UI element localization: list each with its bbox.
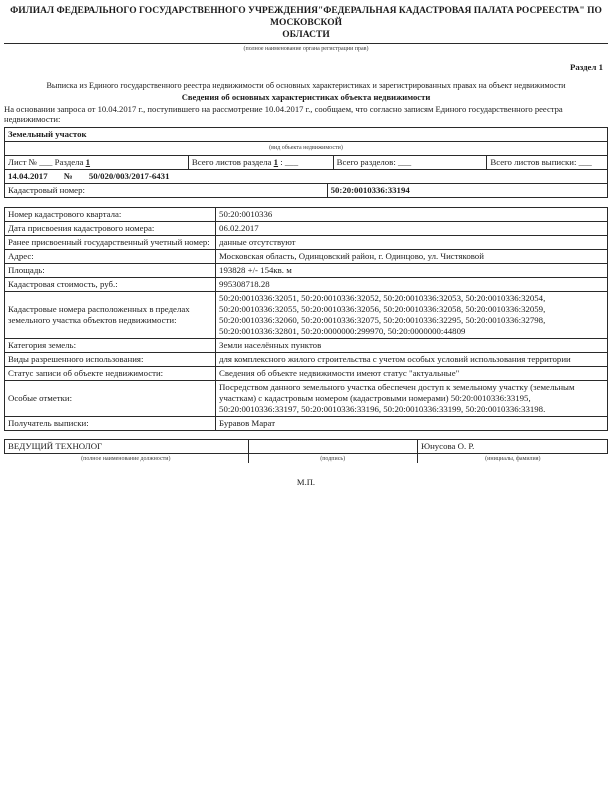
org-name-line2: ОБЛАСТИ (282, 30, 330, 40)
field-label: Виды разрешенного использования: (5, 352, 216, 366)
request-statement: На основании запроса от 10.04.2017 г., поступившего на рассмотрение 10.04.2017 г., сообщаем, что согласно записям Единого государственного реестра недвижимости: (4, 103, 563, 124)
table-row (5, 277, 608, 291)
table-row (5, 249, 608, 263)
number-sign: № (63, 170, 73, 181)
signature-caption: (подпись) (249, 454, 418, 463)
stamp-placeholder: М.П. (296, 476, 316, 487)
object-type-row (5, 127, 608, 141)
cadastral-number-row (5, 183, 608, 197)
field-label: Кадастровая стоимость, руб.: (5, 277, 216, 291)
field-value: 995308718.28 (216, 277, 608, 291)
signature-captions (4, 454, 608, 463)
sheet-number-value: 1 (85, 156, 91, 167)
section-label: Раздел 1 (569, 62, 603, 72)
table-row (5, 352, 608, 366)
signature-row (5, 439, 608, 453)
total-sheets-section-label: Всего листов раздела (191, 156, 272, 167)
table-row (5, 416, 608, 430)
cadastral-number-label: Кадастровый номер: (5, 183, 328, 197)
table-row (5, 207, 608, 221)
total-extract-sheets-cell: Всего листов выписки: ___ (487, 155, 608, 169)
object-type-caption-row (5, 141, 608, 155)
field-value: данные отсутствуют (216, 235, 608, 249)
spacer (4, 198, 608, 207)
signature-space (249, 439, 418, 453)
field-value: Земли населённых пунктов (216, 338, 608, 352)
sheet-info-table (4, 155, 608, 170)
signer-position: ВЕДУЩИЙ ТЕХНОЛОГ (5, 439, 249, 453)
total-sheets-section-cell (188, 155, 333, 169)
signer-name: Юнусова О. Р. (418, 439, 608, 453)
field-value: для комплексного жилого строительства с учетом особых условий использования территории (216, 352, 608, 366)
object-type-caption: (вид объекта недвижимости) (5, 141, 608, 155)
cadastral-number-value: 50:20:0010336:33194 (327, 183, 607, 197)
field-label: Статус записи об объекте недвижимости: (5, 366, 216, 380)
position-caption: (полное наименование должности) (4, 454, 249, 463)
table-row (5, 221, 608, 235)
field-label: Получатель выписки: (5, 416, 216, 430)
field-label: Дата присвоения кадастрового номера: (5, 221, 216, 235)
date-number-cell (5, 169, 608, 183)
field-value: Московская область, Одинцовский район, г. Одинцово, ул. Чистяковой (216, 249, 608, 263)
details-table (4, 207, 608, 431)
cadastral-number-table (4, 183, 608, 198)
extract-title: Выписка из Единого государственного реестра недвижимости об основных характеристиках и зарегистрированных правах на объект недвижимости (46, 81, 566, 90)
org-name-line1: ФИЛИАЛ ФЕДЕРАЛЬНОГО ГОСУДАРСТВЕННОГО УЧРЕЖДЕНИЯ"ФЕДЕРАЛЬНАЯ КАДАСТРОВАЯ ПАЛАТА РОСРЕЕСТРА" ПО МОСКОВСКОЙ (10, 6, 602, 28)
signature-table (4, 439, 608, 454)
table-row (5, 235, 608, 249)
sheet-number-cell (5, 155, 189, 169)
extract-number: 50/020/003/2017-6431 (88, 170, 170, 181)
field-value: 06.02.2017 (216, 221, 608, 235)
org-name (4, 5, 608, 44)
date-number-table (4, 169, 608, 184)
table-row (5, 366, 608, 380)
field-label: Номер кадастрового квартала: (5, 207, 216, 221)
total-sheets-section-suffix: : ___ (280, 156, 299, 167)
field-label: Категория земель: (5, 338, 216, 352)
total-sections-cell: Всего разделов: ___ (333, 155, 487, 169)
total-sheets-section-value: 1 (273, 156, 279, 167)
table-row (5, 338, 608, 352)
field-value: 50:20:0010336:32051, 50:20:0010336:32052, 50:20:0010336:32053, 50:20:0010336:32054, 50:20:0010336:32055, 50:20:0010336:32056, 50:20:0010336:32058, 50:20:0010336:32059, 50:20:0010336:32060, 50:20:0010336:32075, 50:20:0010336:32295, 50:20:0010336:32798, 50:20:0010336:32801, 50:20:0000000:299970, 50:20:0000000:44809 (216, 291, 608, 338)
field-label: Ранее присвоенный государственный учетный номер: (5, 235, 216, 249)
field-value: Буравов Марат (216, 416, 608, 430)
field-value: 50:20:0010336 (216, 207, 608, 221)
field-label: Кадастровые номера расположенных в пределах земельного участка объектов недвижимости: (5, 291, 216, 338)
object-type: Земельный участок (5, 127, 608, 141)
table-row (5, 263, 608, 277)
org-header (4, 5, 608, 53)
field-label: Площадь: (5, 263, 216, 277)
extract-date: 14.04.2017 (8, 170, 48, 181)
table-row (5, 380, 608, 416)
field-value: Сведения об объекте недвижимости имеют статус "актуальные" (216, 366, 608, 380)
table-row (5, 291, 608, 338)
signature-block (4, 439, 608, 463)
date-number-row (5, 169, 608, 183)
sheet-info-row (5, 155, 608, 169)
field-label: Адрес: (5, 249, 216, 263)
field-value: 193828 +/- 154кв. м (216, 263, 608, 277)
field-label: Особые отметки: (5, 380, 216, 416)
org-name-caption: (полное наименование органа регистрации прав) (243, 46, 369, 52)
field-value: Посредством данного земельного участка обеспечен доступ к земельному участку (земельным участкам) с кадастровым номером (кадастровыми номерами) 50:20:0010336:33195, 50:20:0010336:33197, 50:20:0010336:33196, 50:20:0010336:33199, 50:20:0010336:33198. (216, 380, 608, 416)
name-caption: (инициалы, фамилия) (485, 455, 541, 462)
extract-subtitle: Сведения об основных характеристиках объекта недвижимости (181, 91, 431, 102)
object-type-table (4, 127, 608, 156)
sheet-number-label: Лист № ___ Раздела (8, 156, 84, 167)
